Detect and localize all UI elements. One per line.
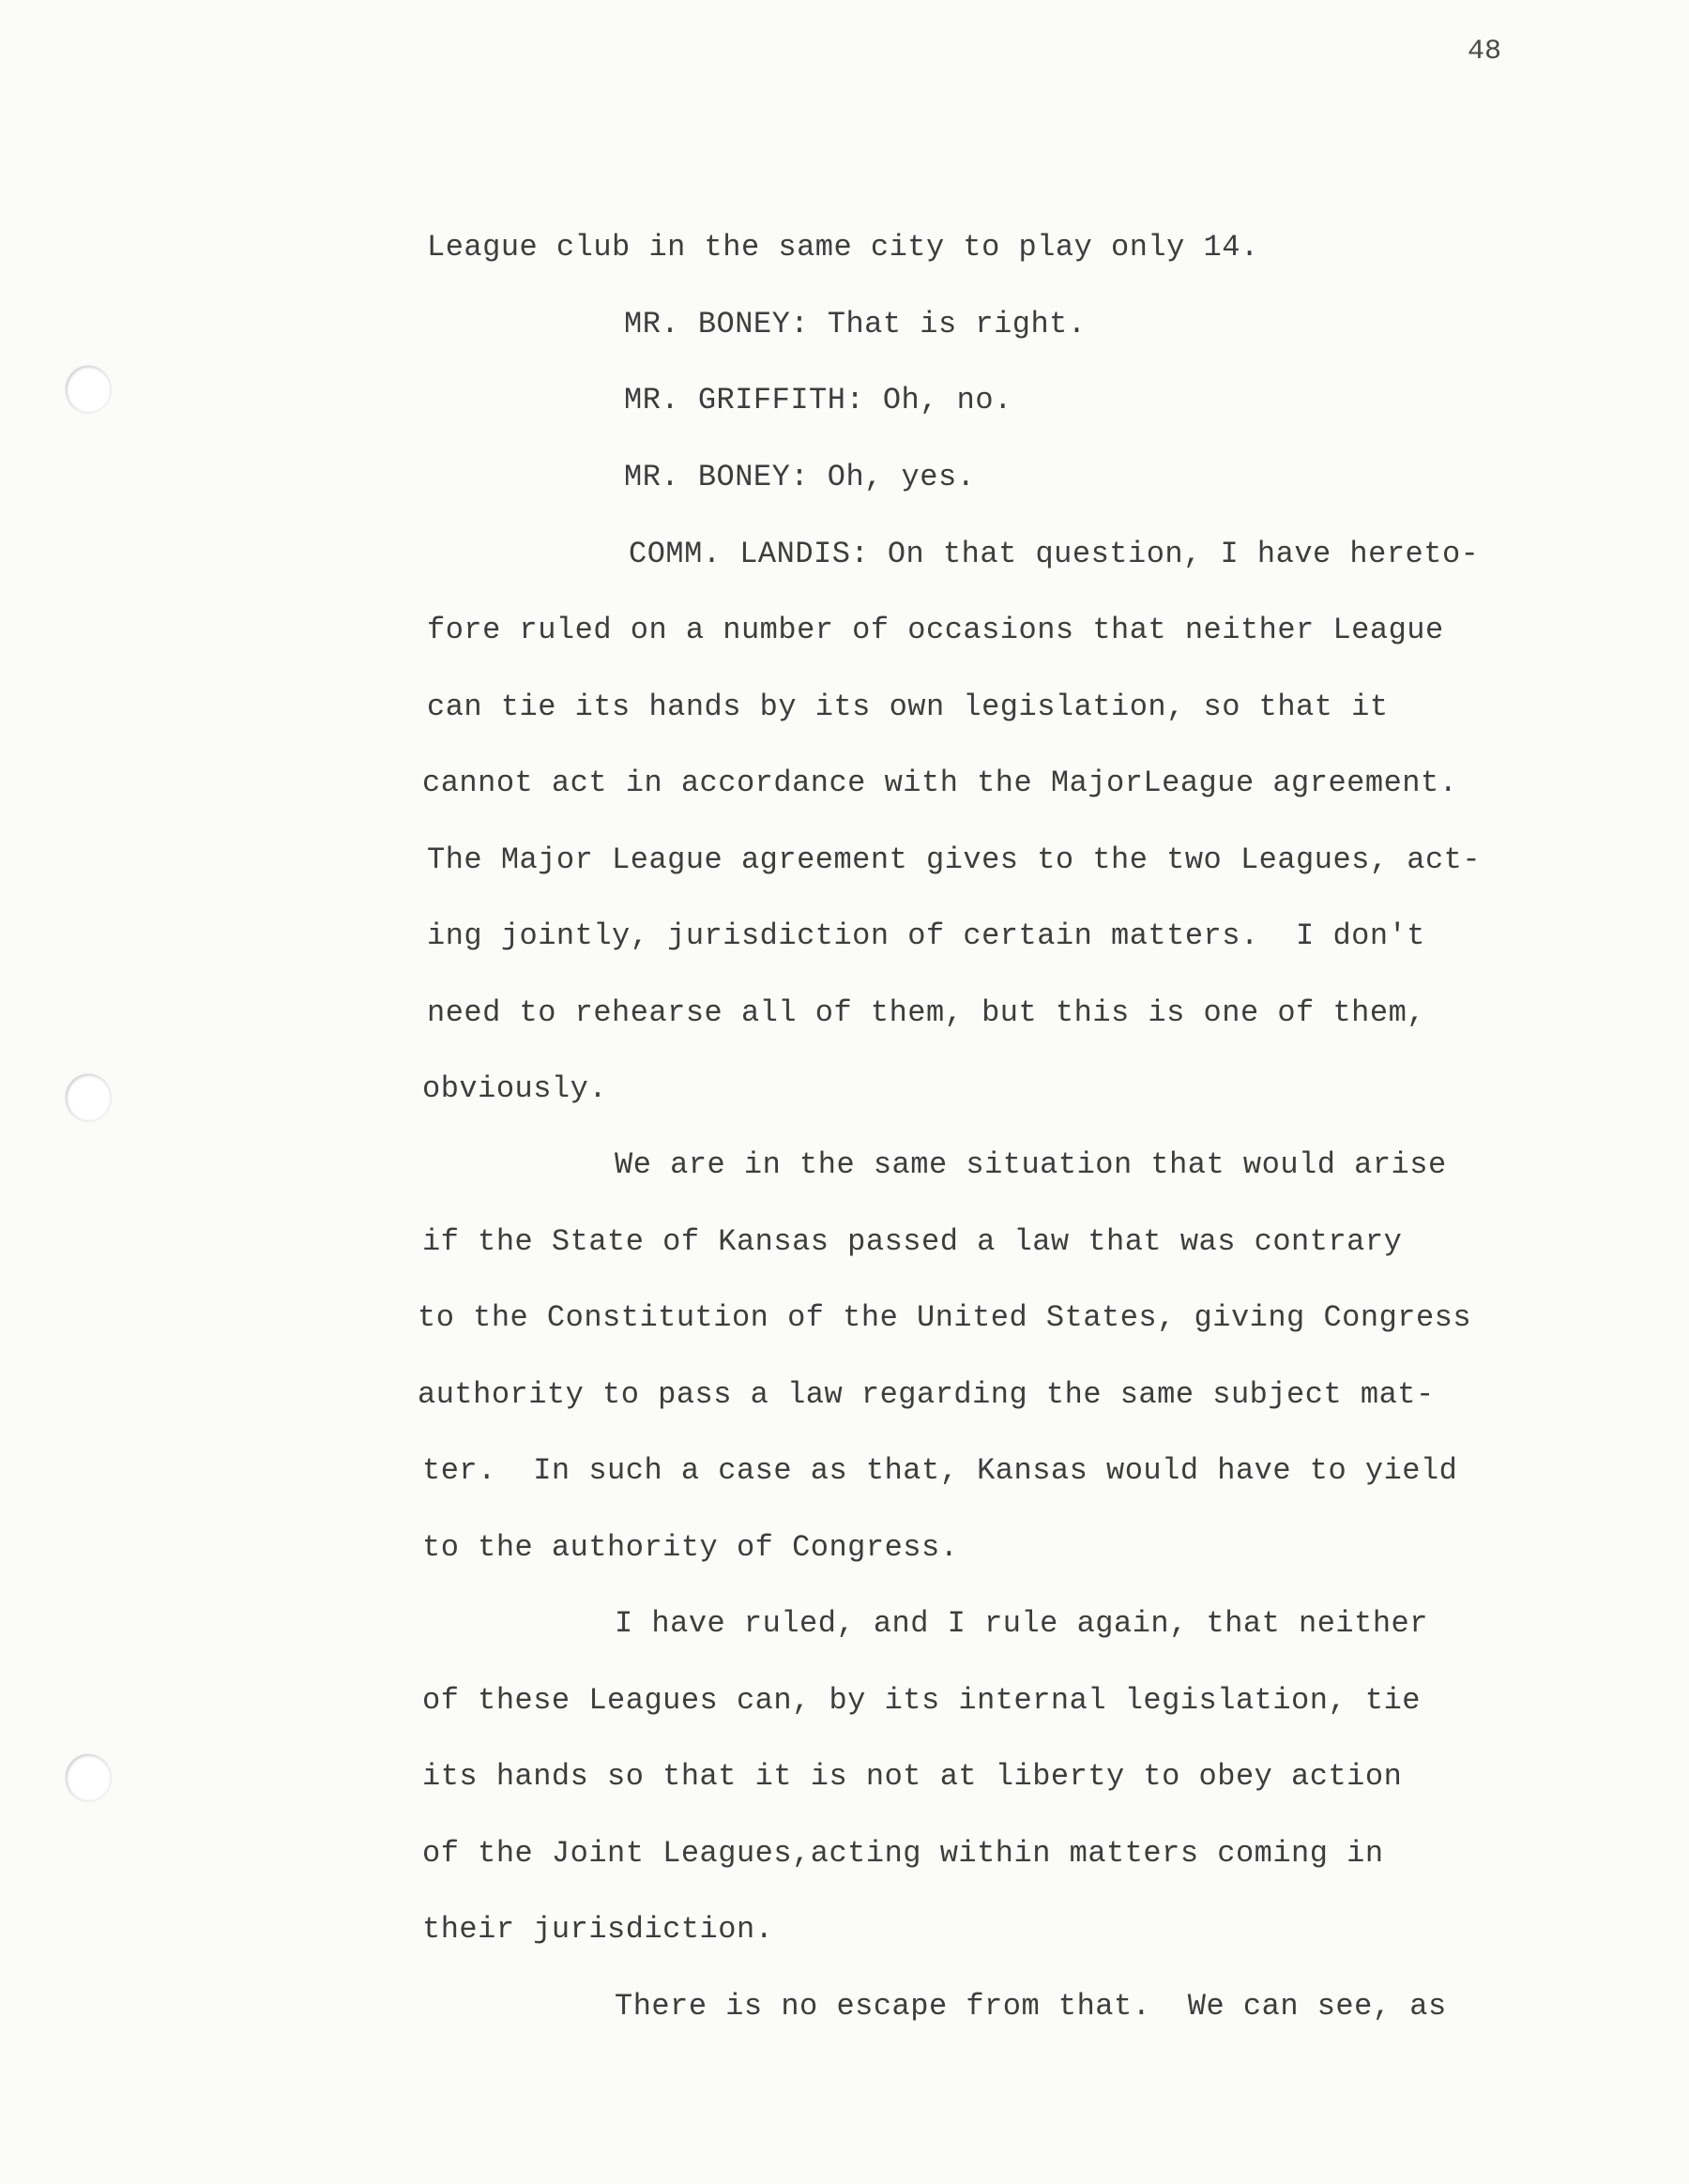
text-line: cannot act in accordance with the MajorLeague agreement. bbox=[422, 766, 1458, 800]
text-line: of the Joint Leagues,acting within matters coming in bbox=[422, 1836, 1384, 1871]
punch-hole bbox=[66, 1074, 111, 1121]
text-line: I have ruled, and I rule again, that neither bbox=[615, 1606, 1428, 1641]
text-line: if the State of Kansas passed a law that was contrary bbox=[422, 1224, 1403, 1259]
text-line: ing jointly, jurisdiction of certain matters. I don't bbox=[427, 918, 1425, 953]
punch-hole bbox=[66, 366, 111, 413]
text-line: their jurisdiction. bbox=[422, 1912, 774, 1947]
speaker-line: MR. BONEY: That is right. bbox=[624, 307, 1087, 341]
page-number: 48 bbox=[1467, 36, 1501, 68]
text-line: There is no escape from that. We can see, as bbox=[615, 1989, 1447, 2024]
text-line: to the Constitution of the United States, giving Congress bbox=[418, 1300, 1472, 1335]
speaker-line: COMM. LANDIS: On that question, I have hereto- bbox=[629, 537, 1480, 571]
text-line: obviously. bbox=[422, 1071, 608, 1106]
text-line: authority to pass a law regarding the same subject mat- bbox=[418, 1377, 1435, 1412]
speaker-line: MR. GRIFFITH: Oh, no. bbox=[624, 383, 1012, 417]
text-line: We are in the same situation that would arise bbox=[615, 1147, 1447, 1182]
text-line: to the authority of Congress. bbox=[422, 1530, 959, 1565]
text-line: can tie its hands by its own legislation, so that it bbox=[427, 690, 1389, 724]
punch-hole bbox=[66, 1754, 111, 1801]
speaker-line: MR. BONEY: Oh, yes. bbox=[624, 460, 976, 494]
text-line: The Major League agreement gives to the two Leagues, act- bbox=[427, 842, 1482, 877]
text-line: fore ruled on a number of occasions that neither League bbox=[427, 613, 1444, 647]
text-line: its hands so that it is not at liberty to obey action bbox=[422, 1759, 1403, 1794]
text-line: need to rehearse all of them, but this is one of them, bbox=[427, 995, 1425, 1030]
text-line: of these Leagues can, by its internal legislation, tie bbox=[422, 1683, 1421, 1718]
text-line: League club in the same city to play only 14. bbox=[427, 230, 1259, 265]
text-line: ter. In such a case as that, Kansas would have to yield bbox=[422, 1453, 1458, 1488]
